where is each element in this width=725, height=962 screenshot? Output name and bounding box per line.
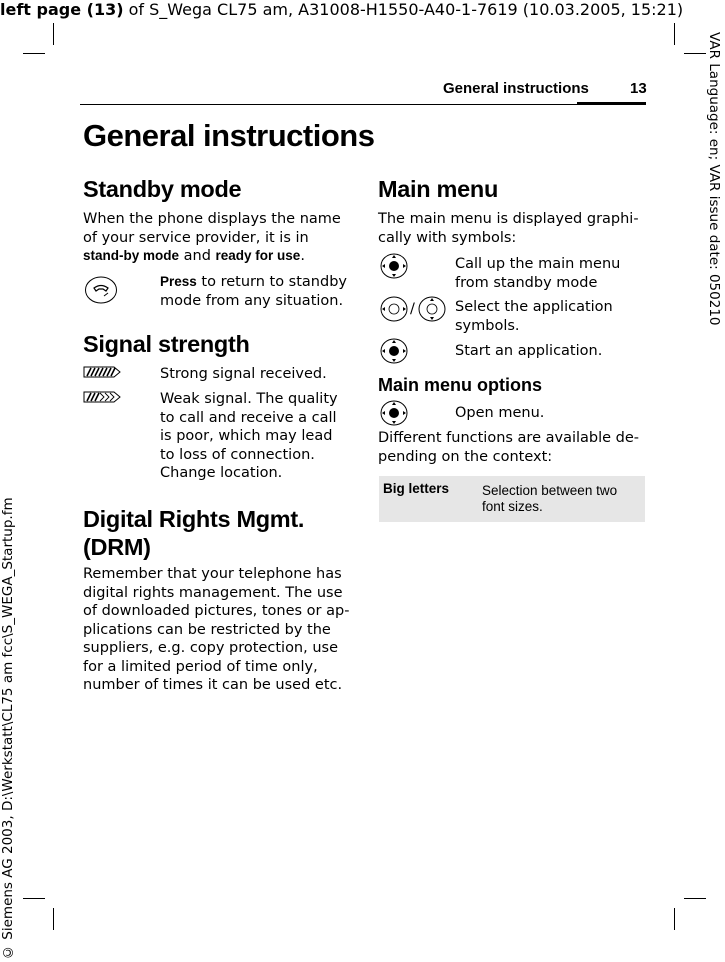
signal-strong-text: Strong signal received. <box>160 366 327 382</box>
open-menu-text: Open menu. <box>455 405 545 421</box>
page-number: 13 <box>630 80 647 97</box>
navigation-key-center-icon <box>380 400 408 426</box>
standby-text-3: . <box>300 248 305 264</box>
crop-mark <box>23 53 45 54</box>
crop-mark <box>684 53 706 54</box>
standby-keyword-standby: stand-by mode <box>83 248 180 263</box>
main-menu-heading: Main menu <box>378 176 499 202</box>
main-menu-options-heading: Main menu options <box>378 375 542 395</box>
press-text: to return to standby mode from any situation. <box>160 274 347 309</box>
standby-keyword-ready: ready for use <box>215 248 301 263</box>
press-end-description <box>160 273 350 310</box>
page-title: General instructions <box>83 118 375 153</box>
navigation-left-right-icon <box>380 296 408 322</box>
file-metadata <box>0 0 683 19</box>
signal-strong-icon <box>83 366 121 378</box>
signal-weak-text: Weak signal. The quality to call and receive a call is poor, which may lead to loss of connection. Change location. <box>160 391 338 481</box>
running-header-title: General instructions <box>443 80 589 97</box>
signal-weak-icon <box>83 391 121 403</box>
navigation-key-center-icon <box>380 338 408 364</box>
crop-mark <box>674 23 675 45</box>
drm-heading: Digital Rights Mgmt. (DRM) <box>83 506 305 560</box>
main-menu-item-call-up: Call up the main menu from standby mode <box>455 256 621 291</box>
table-cell-option: Big letters <box>383 481 450 496</box>
standby-text-2: and <box>179 248 216 264</box>
copyright-path-note: © Siemens AG 2003, D:\Werkstatt\CL75 am fcc\S_WEGA_Startup.fm <box>0 497 16 960</box>
press-keyword: Press <box>160 274 197 289</box>
crop-mark <box>23 898 45 899</box>
options-paragraph: Different functions are available de-pending on the context: <box>378 430 640 465</box>
end-call-key-icon <box>84 275 118 305</box>
language-issue-note: VAR Language: en; VAR issue date: 050210 <box>706 32 722 326</box>
standby-heading: Standby mode <box>83 176 242 202</box>
file-metadata-rest: of S_Wega CL75 am, A31008-H1550-A40-1-7619 (10.03.2005, 15:21) <box>123 0 684 19</box>
navigation-key-center-icon <box>380 253 408 279</box>
standby-text-1: When the phone displays the name of your service provider, it is in <box>83 211 341 246</box>
standby-paragraph <box>83 210 351 266</box>
crop-mark <box>53 908 54 930</box>
file-metadata-page: left page (13) <box>0 0 124 19</box>
crop-mark <box>684 898 706 899</box>
navigation-slash: / <box>410 301 415 317</box>
signal-heading: Signal strength <box>83 331 250 357</box>
crop-mark <box>53 23 54 45</box>
drm-paragraph: Remember that your telephone has digital rights management. The use of downloaded pictures, tones or ap-plications can be restricted by the suppliers, e.g. copy protection, use for a limited period of time only, number of times it can be used etc. <box>83 566 350 693</box>
main-menu-item-select: Select the application symbols. <box>455 299 613 334</box>
navigation-up-down-icon <box>418 296 446 322</box>
header-rule <box>80 104 646 105</box>
header-rule-accent <box>577 102 646 105</box>
main-menu-item-start: Start an application. <box>455 343 603 359</box>
main-menu-intro: The main menu is displayed graphi-cally with symbols: <box>378 211 639 246</box>
table-cell-description: Selection between two font sizes. <box>482 483 618 514</box>
crop-mark <box>674 908 675 930</box>
